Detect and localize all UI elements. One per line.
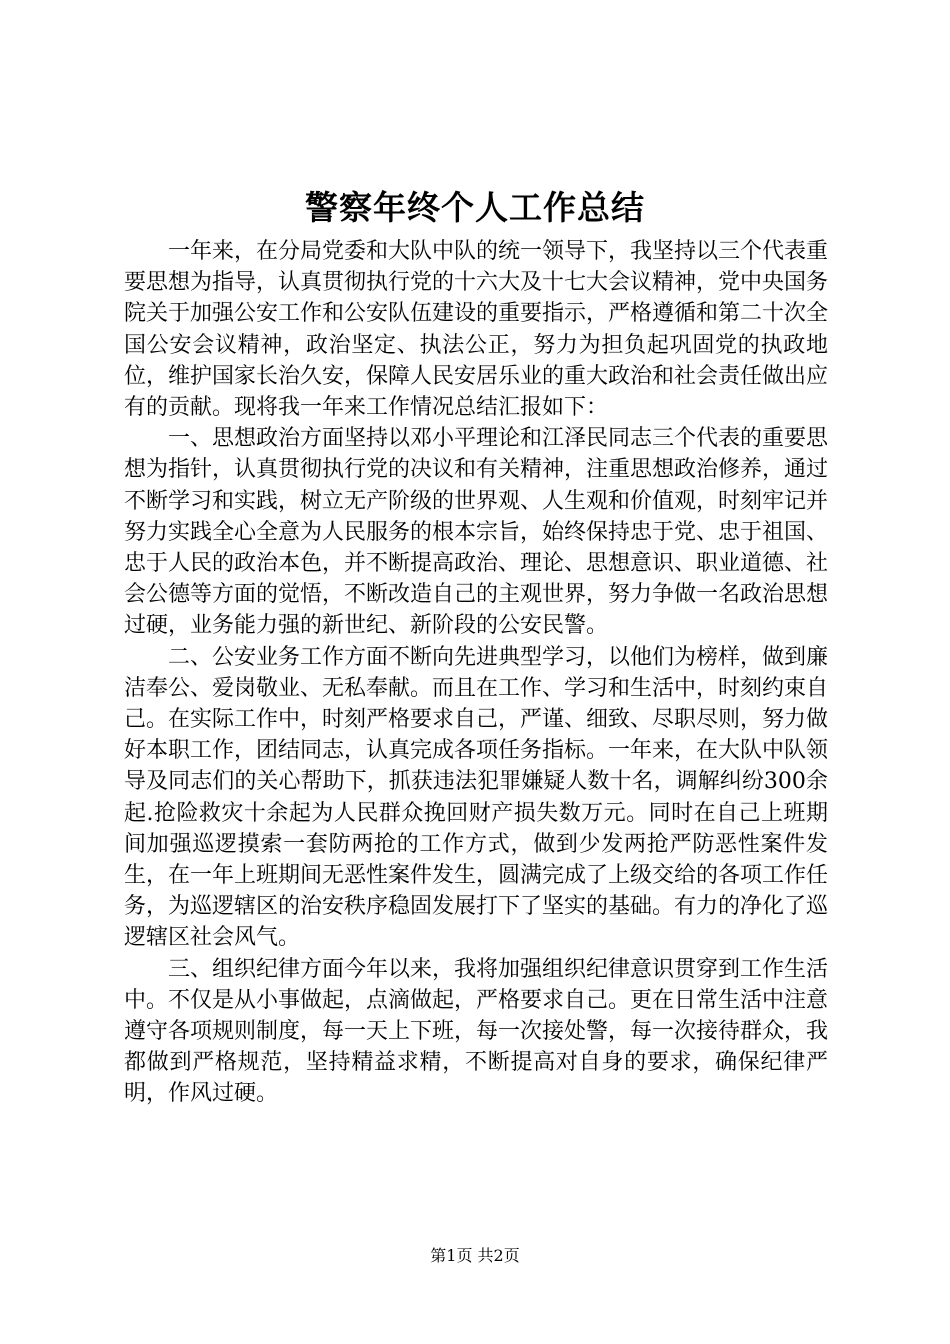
page-number-footer: 第1页 共2页	[430, 1246, 520, 1265]
document-title: 警察年终个人工作总结	[305, 188, 645, 227]
paragraph-intro: 一年来，在分局党委和大队中队的统一领导下，我坚持以三个代表重要思想为指导，认真贯彻执行党的十六大及十七大会议精神，党中央国务院关于加强公安工作和公安队伍建设的重要指示，严格遵循和第二十次全国公安会议精神，政治坚定、执法公正，努力为担负起巩固党的执政地位，维护国家长治久安，保障人民安居乐业的重大政治和社会责任做出应有的贡献。现将我一年来工作情况总结汇报如下：	[124, 239, 829, 421]
paragraph-political: 一、思想政治方面坚持以邓小平理论和江泽民同志三个代表的重要思想为指针，认真贯彻执行党的决议和有关精神，注重思想政治修养，通过不断学习和实践，树立无产阶级的世界观、人生观和价值观，时刻牢记并努力实践全心全意为人民服务的根本宗旨，始终保持忠于党、忠于祖国、忠于人民的政治本色，并不断提高政治、理论、思想意识、职业道德、社会公德等方面的觉悟，不断改造自己的主观世界，努力争做一名政治思想过硬，业务能力强的新世纪、新阶段的公安民警。	[124, 426, 829, 639]
document-body	[124, 236, 828, 1110]
paragraph-business: 二、公安业务工作方面不断向先进典型学习，以他们为榜样，做到廉洁奉公、爱岗敬业、无私奉献。而且在工作、学习和生活中，时刻约束自己。在实际工作中，时刻严格要求自己，严谨、细致、尽职尽则，努力做好本职工作，团结同志，认真完成各项任务指标。一年来，在大队中队领导及同志们的关心帮助下，抓获违法犯罪嫌疑人数十名，调解纠纷300余起.抢险救灾十余起为人民群众挽回财产损失数万元。同时在自己上班期间加强巡逻摸索一套防两抢的工作方式，做到少发两抢严防恶性案件发生，在一年上班期间无恶性案件发生，圆满完成了上级交给的各项工作任务，为巡逻辖区的治安秩序稳固发展打下了坚实的基础。有力的净化了巡逻辖区社会风气。	[124, 644, 829, 951]
paragraph-discipline: 三、组织纪律方面今年以来，我将加强组织纪律意识贯穿到工作生活中。不仅是从小事做起，点滴做起，严格要求自己。更在日常生活中注意遵守各项规则制度，每一天上下班，每一次接处警，每一次接待群众，我都做到严格规范，坚持精益求精，不断提高对自身的要求，确保纪律严明，作风过硬。	[124, 956, 829, 1107]
